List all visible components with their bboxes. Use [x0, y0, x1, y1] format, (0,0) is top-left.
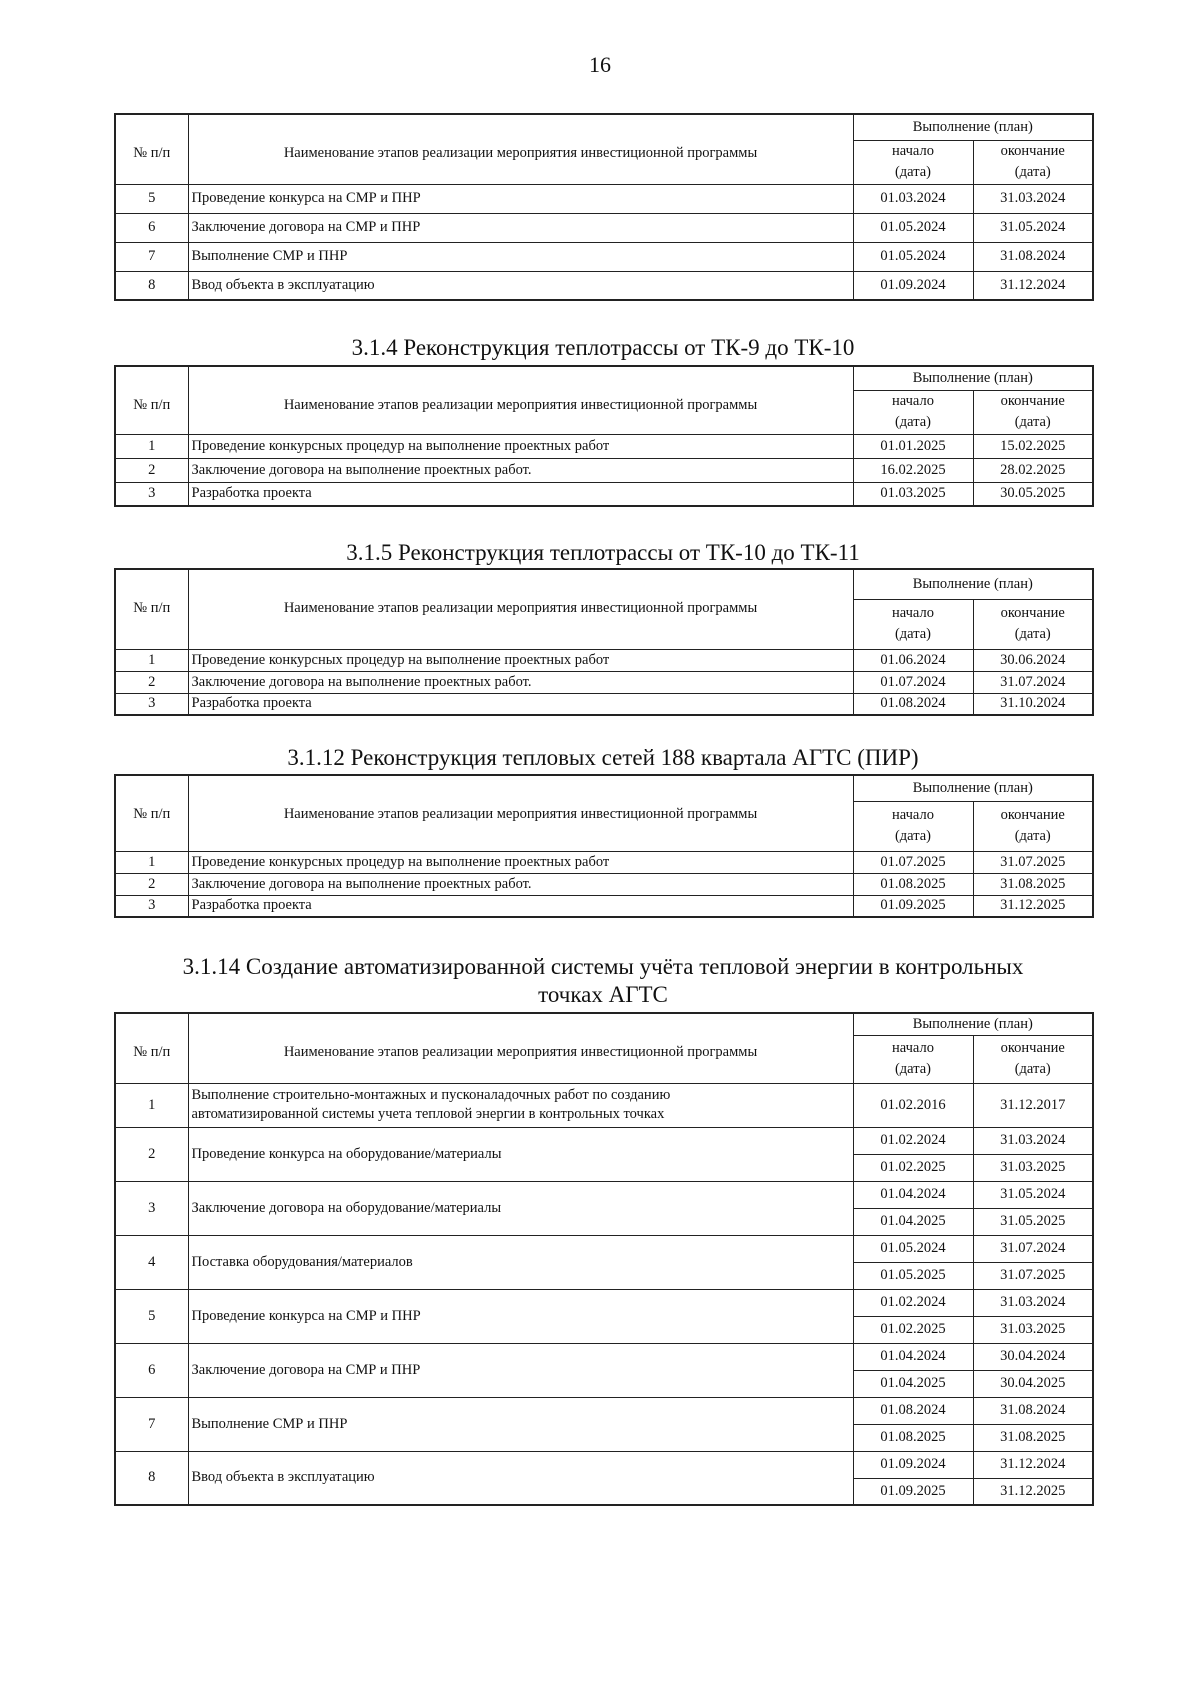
- header-name: Наименование этапов реализации мероприятия инвестиционной программы: [188, 114, 853, 184]
- row-end: 28.02.2025: [973, 458, 1093, 482]
- row-name: Проведение конкурса на оборудование/материалы: [188, 1127, 853, 1181]
- stages-table-3-1-4: [114, 365, 1094, 507]
- row-start: 01.08.2024: [853, 1397, 973, 1424]
- row-end: 30.04.2024: [973, 1343, 1093, 1370]
- row-name: Заключение договора на оборудование/материалы: [188, 1181, 853, 1235]
- row-name: Проведение конкурсных процедур на выполнение проектных работ: [188, 649, 853, 671]
- row-start: 01.09.2024: [853, 271, 973, 300]
- header-plan: Выполнение (план): [853, 1013, 1093, 1035]
- table-row: [115, 851, 1093, 873]
- row-name: Заключение договора на выполнение проектных работ.: [188, 458, 853, 482]
- section-title-3-1-14: [114, 953, 1092, 1009]
- row-end: 31.03.2025: [973, 1154, 1093, 1181]
- table-row: [115, 693, 1093, 715]
- row-name: Разработка проекта: [188, 482, 853, 506]
- header-start: начало (дата): [853, 390, 973, 434]
- section-title-line-2: точках АГТС: [538, 982, 668, 1007]
- stages-table-3-1-5: [114, 568, 1094, 716]
- row-end: 31.03.2024: [973, 1289, 1093, 1316]
- row-name: Ввод объекта в эксплуатацию: [188, 271, 853, 300]
- row-start: 01.05.2024: [853, 1235, 973, 1262]
- row-num: 7: [115, 1397, 188, 1451]
- row-num: 2: [115, 671, 188, 693]
- row-num: 5: [115, 1289, 188, 1343]
- header-start: начало (дата): [853, 599, 973, 649]
- header-num: № п/п: [115, 1013, 188, 1083]
- header-name: Наименование этапов реализации мероприятия инвестиционной программы: [188, 1013, 853, 1083]
- page-number: 16: [589, 52, 611, 77]
- header-start: начало (дата): [853, 140, 973, 184]
- row-name: Разработка проекта: [188, 693, 853, 715]
- table-row: [115, 1083, 1093, 1127]
- row-end: 31.03.2025: [973, 1316, 1093, 1343]
- row-end: 30.06.2024: [973, 649, 1093, 671]
- row-num: 1: [115, 1083, 188, 1127]
- row-start: 01.03.2025: [853, 482, 973, 506]
- row-end: 30.05.2025: [973, 482, 1093, 506]
- row-num: 2: [115, 873, 188, 895]
- row-start: 01.02.2024: [853, 1289, 973, 1316]
- row-num: 7: [115, 242, 188, 271]
- row-end: 31.05.2024: [973, 213, 1093, 242]
- row-name: Разработка проекта: [188, 895, 853, 917]
- row-name: Заключение договора на выполнение проектных работ.: [188, 671, 853, 693]
- row-end: 31.03.2024: [973, 1127, 1093, 1154]
- row-num: 3: [115, 1181, 188, 1235]
- row-num: 3: [115, 482, 188, 506]
- table-row: [115, 271, 1093, 300]
- row-end: 31.12.2025: [973, 895, 1093, 917]
- section-title-3-1-5: 3.1.5 Реконструкция теплотрассы от ТК-10 до ТК-11: [346, 540, 860, 565]
- row-end: 31.12.2024: [973, 1451, 1093, 1478]
- row-start: 01.06.2024: [853, 649, 973, 671]
- header-num: № п/п: [115, 569, 188, 649]
- header-num: № п/п: [115, 775, 188, 851]
- row-name: Проведение конкурса на СМР и ПНР: [188, 184, 853, 213]
- header-name: Наименование этапов реализации мероприятия инвестиционной программы: [188, 366, 853, 434]
- row-name: Заключение договора на СМР и ПНР: [188, 213, 853, 242]
- row-start: 01.05.2025: [853, 1262, 973, 1289]
- table-row: [115, 184, 1093, 213]
- table-row: [115, 242, 1093, 271]
- row-num: 2: [115, 458, 188, 482]
- row-name: Выполнение строительно-монтажных и пусконаладочных работ по созданию автоматизированной системы учета тепловой энергии в контрольных точках: [188, 1083, 853, 1127]
- row-end: 31.07.2025: [973, 851, 1093, 873]
- row-num: 1: [115, 649, 188, 671]
- row-num: 6: [115, 1343, 188, 1397]
- row-start: 01.05.2024: [853, 242, 973, 271]
- row-num: 2: [115, 1127, 188, 1181]
- table-row: [115, 1397, 1093, 1424]
- header-end: окончание (дата): [973, 1035, 1093, 1083]
- header-plan: Выполнение (план): [853, 569, 1093, 599]
- section-title-3-1-4: 3.1.4 Реконструкция теплотрассы от ТК-9 до ТК-10: [351, 335, 855, 360]
- row-start: 01.05.2024: [853, 213, 973, 242]
- row-num: 8: [115, 1451, 188, 1505]
- row-num: 8: [115, 271, 188, 300]
- row-num: 1: [115, 851, 188, 873]
- header-end: окончание (дата): [973, 599, 1093, 649]
- row-end: 31.10.2024: [973, 693, 1093, 715]
- header-name: Наименование этапов реализации мероприятия инвестиционной программы: [188, 569, 853, 649]
- row-start: 01.09.2025: [853, 895, 973, 917]
- table-row: [115, 671, 1093, 693]
- row-num: 3: [115, 895, 188, 917]
- row-start: 01.04.2025: [853, 1370, 973, 1397]
- row-num: 1: [115, 434, 188, 458]
- section-title-line-1: 3.1.14 Создание автоматизированной системы учёта тепловой энергии в контрольных: [182, 954, 1024, 979]
- section-title-3-1-12: 3.1.12 Реконструкция тепловых сетей 188 квартала АГТС (ПИР): [287, 745, 919, 770]
- row-end: 31.05.2024: [973, 1181, 1093, 1208]
- table-row: [115, 895, 1093, 917]
- row-num: 6: [115, 213, 188, 242]
- row-start: 16.02.2025: [853, 458, 973, 482]
- row-end: 31.08.2025: [973, 873, 1093, 895]
- table-row: [115, 1235, 1093, 1262]
- row-end: 31.07.2025: [973, 1262, 1093, 1289]
- table-row: [115, 1181, 1093, 1208]
- row-name: Выполнение СМР и ПНР: [188, 1397, 853, 1451]
- row-start: 01.02.2016: [853, 1083, 973, 1127]
- table-row: [115, 1451, 1093, 1478]
- row-start: 01.08.2025: [853, 1424, 973, 1451]
- row-end: 31.12.2017: [973, 1083, 1093, 1127]
- stages-table-continued: [114, 113, 1094, 301]
- table-row: [115, 1127, 1093, 1154]
- header-end: окончание (дата): [973, 801, 1093, 851]
- table-row: [115, 434, 1093, 458]
- row-start: 01.09.2025: [853, 1478, 973, 1505]
- table-row: [115, 458, 1093, 482]
- row-end: 31.12.2024: [973, 271, 1093, 300]
- row-name: Заключение договора на СМР и ПНР: [188, 1343, 853, 1397]
- row-name: Проведение конкурсных процедур на выполнение проектных работ: [188, 851, 853, 873]
- row-end: 15.02.2025: [973, 434, 1093, 458]
- table-row: [115, 213, 1093, 242]
- row-name: Проведение конкурсных процедур на выполнение проектных работ: [188, 434, 853, 458]
- row-start: 01.08.2024: [853, 693, 973, 715]
- row-name: Поставка оборудования/материалов: [188, 1235, 853, 1289]
- row-start: 01.04.2024: [853, 1343, 973, 1370]
- row-start: 01.03.2024: [853, 184, 973, 213]
- row-start: 01.02.2024: [853, 1127, 973, 1154]
- header-num: № п/п: [115, 114, 188, 184]
- row-name: Проведение конкурса на СМР и ПНР: [188, 1289, 853, 1343]
- row-num: 4: [115, 1235, 188, 1289]
- header-start: начало (дата): [853, 1035, 973, 1083]
- row-start: 01.01.2025: [853, 434, 973, 458]
- header-start: начало (дата): [853, 801, 973, 851]
- row-start: 01.09.2024: [853, 1451, 973, 1478]
- row-start: 01.02.2025: [853, 1154, 973, 1181]
- row-num: 3: [115, 693, 188, 715]
- row-end: 30.04.2025: [973, 1370, 1093, 1397]
- table-row: [115, 649, 1093, 671]
- row-end: 31.08.2025: [973, 1424, 1093, 1451]
- header-end: окончание (дата): [973, 140, 1093, 184]
- row-start: 01.02.2025: [853, 1316, 973, 1343]
- row-start: 01.07.2025: [853, 851, 973, 873]
- table-row: [115, 1343, 1093, 1370]
- row-end: 31.03.2024: [973, 184, 1093, 213]
- row-end: 31.07.2024: [973, 1235, 1093, 1262]
- row-name: Заключение договора на выполнение проектных работ.: [188, 873, 853, 895]
- table-row: [115, 1289, 1093, 1316]
- row-name: Ввод объекта в эксплуатацию: [188, 1451, 853, 1505]
- stages-table-3-1-14: [114, 1012, 1094, 1506]
- row-start: 01.04.2024: [853, 1181, 973, 1208]
- row-end: 31.08.2024: [973, 1397, 1093, 1424]
- row-end: 31.08.2024: [973, 242, 1093, 271]
- header-name: Наименование этапов реализации мероприятия инвестиционной программы: [188, 775, 853, 851]
- row-name: Выполнение СМР и ПНР: [188, 242, 853, 271]
- header-num: № п/п: [115, 366, 188, 434]
- table-row: [115, 482, 1093, 506]
- row-num: 5: [115, 184, 188, 213]
- header-plan: Выполнение (план): [853, 114, 1093, 140]
- stages-table-3-1-12: [114, 774, 1094, 918]
- row-end: 31.12.2025: [973, 1478, 1093, 1505]
- table-row: [115, 873, 1093, 895]
- row-end: 31.05.2025: [973, 1208, 1093, 1235]
- row-start: 01.04.2025: [853, 1208, 973, 1235]
- header-plan: Выполнение (план): [853, 775, 1093, 801]
- row-end: 31.07.2024: [973, 671, 1093, 693]
- header-end: окончание (дата): [973, 390, 1093, 434]
- header-plan: Выполнение (план): [853, 366, 1093, 390]
- row-start: 01.08.2025: [853, 873, 973, 895]
- row-start: 01.07.2024: [853, 671, 973, 693]
